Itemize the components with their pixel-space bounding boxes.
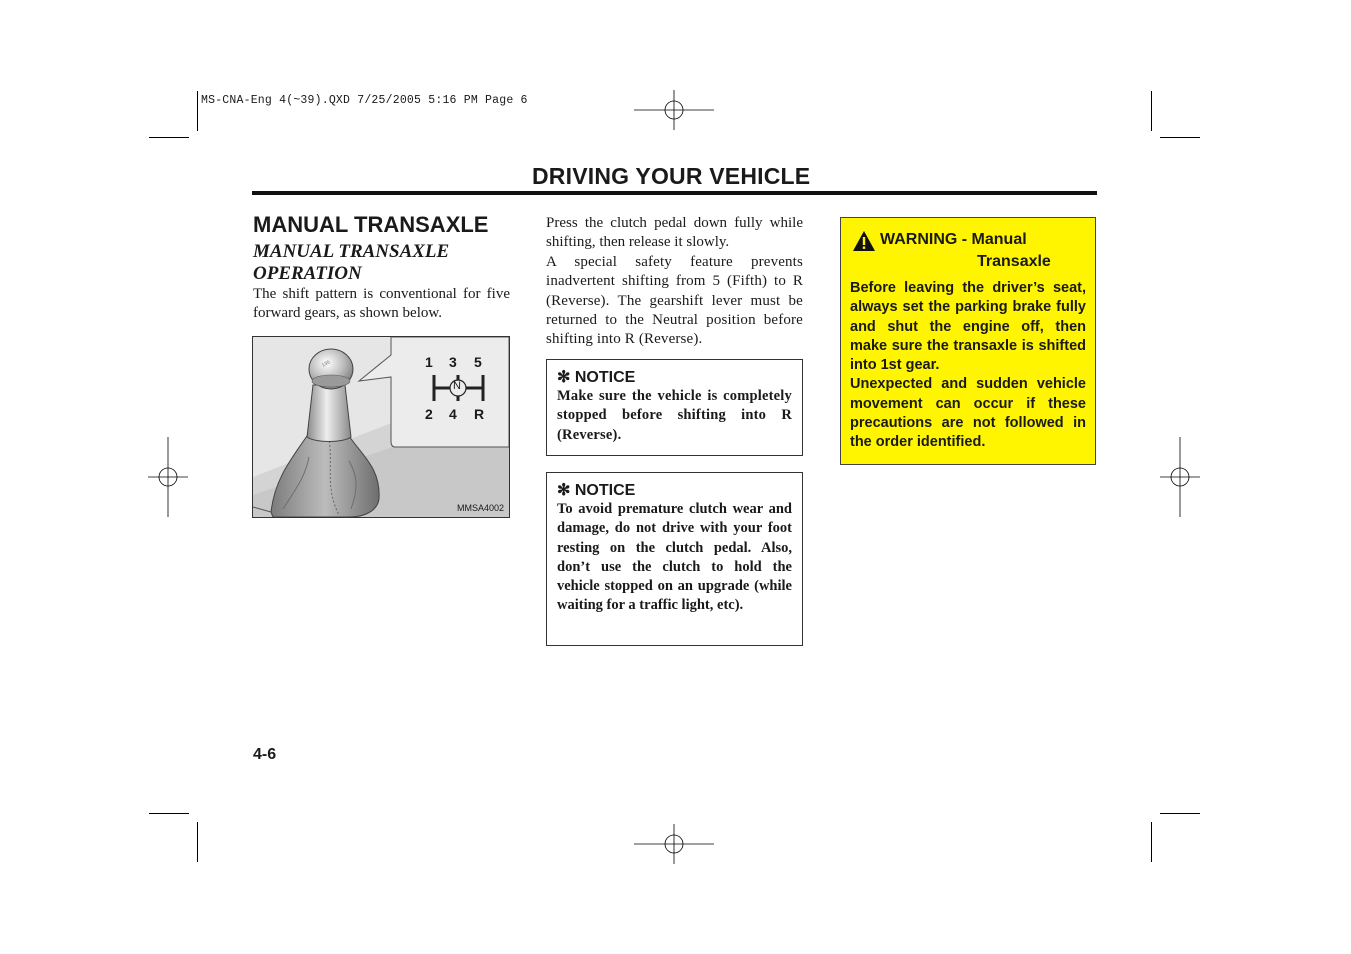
warning-body (850, 279, 1086, 453)
gear-lever-illustration (253, 337, 509, 517)
notice-heading: ✻ NOTICE (557, 369, 636, 386)
gear-label-r: R (474, 406, 485, 422)
svg-text:135: 135 (321, 359, 332, 369)
warning-text-2: Unexpected and sudden vehicle movement can occur if these precautions are not followed in the order identified. (850, 376, 1086, 451)
intro-paragraph: The shift pattern is conventional for five forward gears, as shown below. (253, 286, 510, 322)
warning-box (840, 217, 1096, 465)
page-header-title: DRIVING YOUR VEHICLE (532, 163, 811, 189)
warning-title: WARNING - Manual (880, 231, 1027, 248)
registration-mark-left (148, 437, 188, 517)
page-number: 4-6 (253, 746, 277, 763)
registration-mark-top (634, 90, 714, 130)
gear-label-2: 2 (425, 406, 433, 422)
notice-box-clutch (546, 472, 803, 646)
figure-code: MMSA4002 (456, 503, 504, 513)
gear-label-3: 3 (449, 354, 457, 370)
section-subtitle: MANUAL TRANSAXLE OPERATION (253, 241, 450, 284)
notice-box-reverse (546, 359, 803, 456)
gear-shift-figure (252, 336, 510, 518)
print-slug: MS-CNA-Eng 4(~39).QXD 7/25/2005 5:16 PM Page 6 (201, 94, 528, 107)
registration-mark-bottom (634, 824, 714, 864)
gear-label-1: 1 (425, 354, 433, 370)
clutch-paragraph: Press the clutch pedal down fully while shifting, then release it slowly. (546, 215, 803, 251)
warning-triangle-icon (852, 230, 876, 252)
warning-text-1: Before leaving the driver’s seat, always set the parking brake fully and shut the engine off, then make sure the transaxle is shifted into 1st gear. (850, 280, 1086, 374)
gear-label-neutral: N (453, 380, 461, 392)
header-rule (252, 191, 1097, 195)
safety-feature-paragraph: A special safety feature prevents inadvertent shifting from 5 (Fifth) to R (Reverse). The gearshift lever must be returned to the Neutral position before shifting into R (Reverse). (546, 254, 803, 348)
warning-title-line2: Transaxle (977, 253, 1051, 270)
gear-label-5: 5 (474, 354, 482, 370)
section-title: MANUAL TRANSAXLE (253, 212, 489, 237)
notice-text: Make sure the vehicle is completely stopped before shifting into R (Reverse). (557, 388, 792, 443)
registration-mark-right (1160, 437, 1200, 517)
notice-heading: ✻ NOTICE (557, 482, 636, 499)
notice-text: To avoid premature clutch wear and damage, do not drive with your foot resting on the clutch pedal. Also, don’t use the clutch to hold the vehicle stopped on an upgrade (while waiting for a traffic light, etc). (557, 501, 792, 614)
gear-label-4: 4 (449, 406, 457, 422)
